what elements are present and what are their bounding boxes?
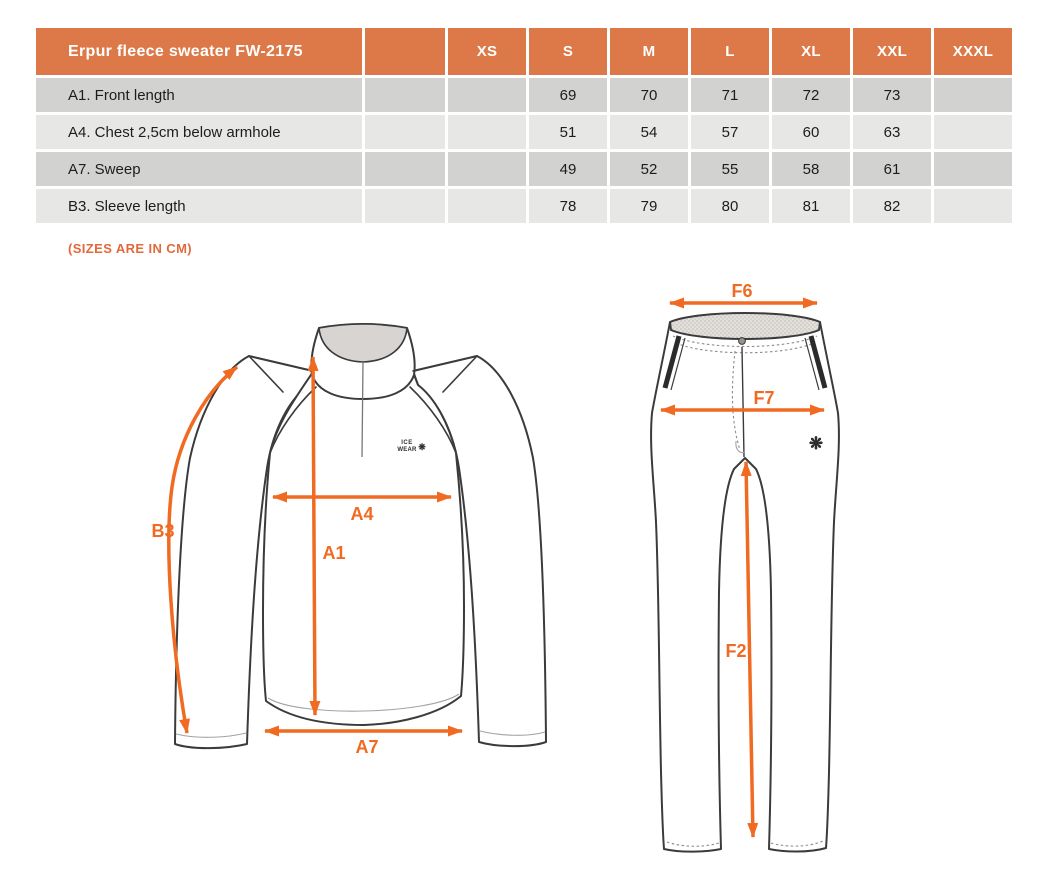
- measure-label-f2: F2: [725, 641, 747, 661]
- measurement-row-label: B3. Sleeve length: [36, 189, 362, 223]
- measurement-value-cell: [448, 115, 526, 149]
- measurement-row-label: A4. Chest 2,5cm below armhole: [36, 115, 362, 149]
- measurement-value-cell: 60: [772, 115, 850, 149]
- measurement-value-cell: 70: [610, 78, 688, 112]
- measurement-value-cell: [934, 152, 1012, 186]
- measurement-value-cell: [934, 189, 1012, 223]
- measure-label-a7: A7: [355, 737, 379, 757]
- measurement-value-cell: 72: [772, 78, 850, 112]
- measure-label-f7: F7: [753, 388, 775, 408]
- measurement-value-cell: 71: [691, 78, 769, 112]
- measure-label-f6: F6: [731, 281, 753, 301]
- measure-label-b3: B3: [151, 521, 175, 541]
- size-header-xxxl: XXXL: [934, 28, 1012, 75]
- brand-logo: [397, 440, 426, 453]
- measurement-value-cell: 51: [529, 115, 607, 149]
- measurement-value-cell: [365, 152, 445, 186]
- svg-text:ICE: ICE: [401, 440, 413, 446]
- measurement-value-cell: 73: [853, 78, 931, 112]
- measurement-value-cell: 69: [529, 78, 607, 112]
- measurement-value-cell: [934, 115, 1012, 149]
- size-header-xxl: XXL: [853, 28, 931, 75]
- measurement-value-cell: 57: [691, 115, 769, 149]
- measure-label-a4: A4: [350, 504, 374, 524]
- measurement-value-cell: [448, 189, 526, 223]
- measurement-value-cell: 78: [529, 189, 607, 223]
- measurement-value-cell: 54: [610, 115, 688, 149]
- measure-arrow-a1: [313, 357, 315, 715]
- measurement-value-cell: 82: [853, 189, 931, 223]
- product-name-header: Erpur fleece sweater FW-2175: [36, 28, 362, 75]
- size-header-s: S: [529, 28, 607, 75]
- measure-label-a1: A1: [322, 543, 346, 563]
- measurement-value-cell: [365, 115, 445, 149]
- measure-arrow-f2: [746, 462, 753, 837]
- measurement-value-cell: 81: [772, 189, 850, 223]
- measurement-value-cell: 58: [772, 152, 850, 186]
- svg-text:WEAR: WEAR: [397, 447, 417, 453]
- measurement-value-cell: [448, 78, 526, 112]
- size-header-xl: XL: [772, 28, 850, 75]
- measurement-value-cell: 63: [853, 115, 931, 149]
- sizes-unit-note: (SIZES ARE IN CM): [68, 241, 193, 256]
- measurement-value-cell: [934, 78, 1012, 112]
- pants-body: [651, 322, 839, 852]
- size-header-empty: [365, 28, 445, 75]
- sweater-body: [263, 372, 464, 725]
- measurement-value-cell: [365, 78, 445, 112]
- measurement-value-cell: [365, 189, 445, 223]
- measurement-value-cell: 79: [610, 189, 688, 223]
- measurement-value-cell: 80: [691, 189, 769, 223]
- measurement-value-cell: 61: [853, 152, 931, 186]
- size-header-m: M: [610, 28, 688, 75]
- pants-technical-drawing: [625, 275, 915, 880]
- measurement-value-cell: 49: [529, 152, 607, 186]
- measurement-value-cell: 55: [691, 152, 769, 186]
- measurement-value-cell: [448, 152, 526, 186]
- measurement-row-label: A1. Front length: [36, 78, 362, 112]
- size-header-xs: XS: [448, 28, 526, 75]
- snowflake-icon: ❋: [808, 434, 824, 453]
- pants-waistband: [670, 313, 820, 339]
- size-table: [36, 28, 1012, 223]
- size-header-l: L: [691, 28, 769, 75]
- snowflake-icon: ❋: [418, 442, 426, 452]
- waist-button: [739, 338, 746, 345]
- measurement-value-cell: 52: [610, 152, 688, 186]
- measurement-row-label: A7. Sweep: [36, 152, 362, 186]
- sweater-technical-drawing: [150, 295, 580, 775]
